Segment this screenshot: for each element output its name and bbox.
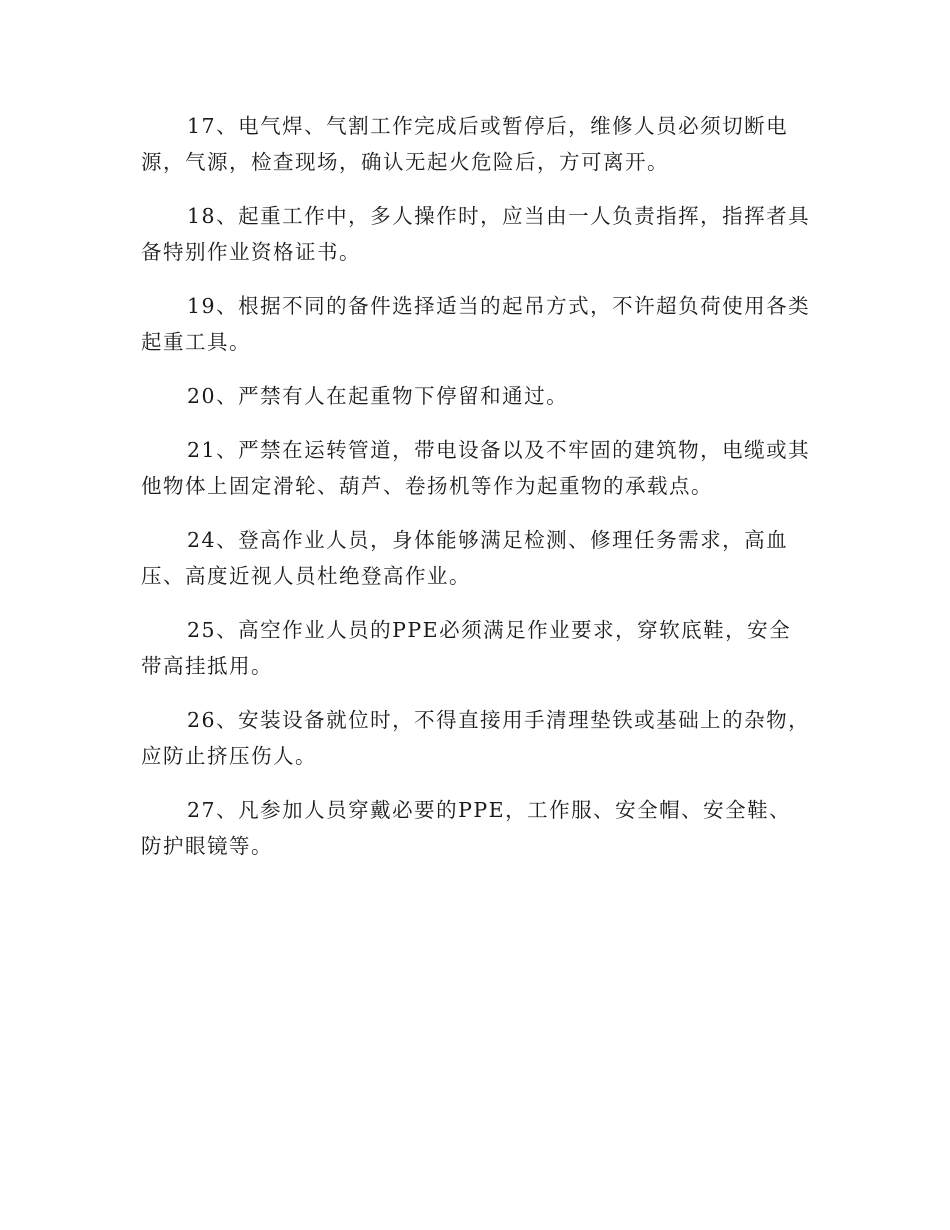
- paragraph-18: 18、起重工作中，多人操作时，应当由一人负责指挥，指挥者具备特别作业资格证书。: [141, 204, 811, 264]
- paragraph-24: 24、登高作业人员，身体能够满足检测、修理任务需求，高血压、高度近视人员杜绝登高作业。: [141, 528, 789, 588]
- paragraph-27: 27、凡参加人员穿戴必要的PPE，工作服、安全帽、安全鞋、防护眼镜等。: [141, 798, 792, 858]
- paragraph-20: 20、严禁有人在起重物下停留和通过。: [187, 384, 569, 408]
- document-body: [141, 108, 811, 882]
- paragraph-26: 26、安装设备就位时，不得直接用手清理垫铁或基础上的杂物，应防止挤压伤人。: [141, 708, 811, 768]
- paragraph-21: 21、严禁在运转管道，带电设备以及不牢固的建筑物，电缆或其他物体上固定滑轮、葫芦、卷扬机等作为起重物的承载点。: [141, 438, 811, 498]
- paragraph-25: 25、高空作业人员的PPE必须满足作业要求，穿软底鞋，安全带高挂抵用。: [141, 618, 792, 678]
- paragraph-17: 17、电气焊、气割工作完成后或暂停后，维修人员必须切断电源，气源，检查现场，确认无起火危险后，方可离开。: [141, 114, 789, 174]
- paragraph-19: 19、根据不同的备件选择适当的起吊方式，不许超负荷使用各类起重工具。: [141, 294, 811, 354]
